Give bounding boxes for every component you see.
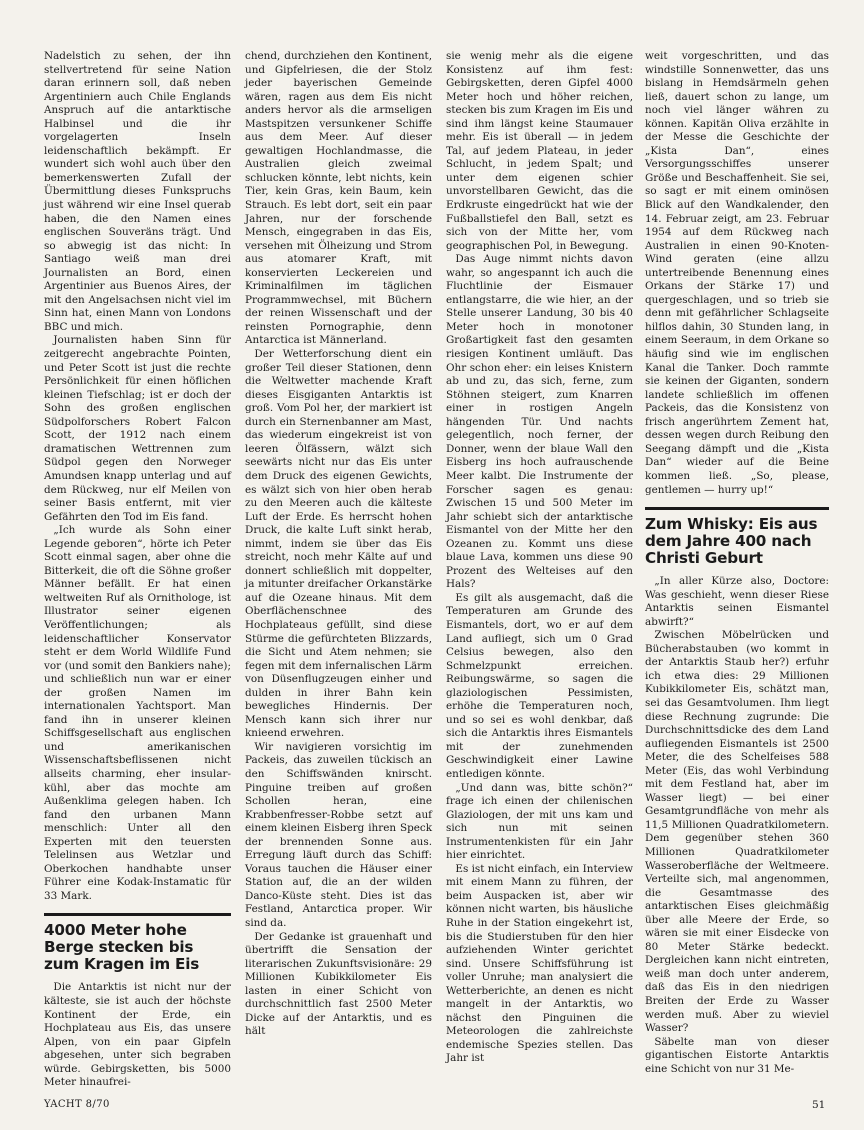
section-heading: Zum Whisky: Eis aus dem Jahre 400 nach Christi Geburt [645,515,818,568]
paragraph: Die Antarktis ist nicht nur der kälteste, sie ist auch der höchste Kontinent der Erde, ein Hochplateau aus Eis, das unsere Alpen, von ein paar Gipfeln abgesehen, unter sich begraben würde. Gebirgsketten, bis 5000 Meter hinaufrei- [44,981,231,1089]
paragraph: „Ich wurde als Sohn einer Legende geboren“, hörte ich Peter Scott einmal sagen, aber ohne die Bitterkeit, die oft die Söhne großer Männer befällt. Er hat einen weltweiten Ruf als Ornithologe, ist Illustrator seiner eigenen Veröffentlichungen; als leidenschaftlicher Konservator steht er dem World Wildlife Fund vor (und somit den Bankiers nahe); und schließlich nun war er einer der großen Namen im internationalen Yachtsport. Man fand ihn in unserer kleinen Schiffsgesellschaft aus englischen und amerikanischen Wissenschaftsbeflissenen nicht allseits charming, eher insular-kühl, aber das mochte am Außenklima gelegen haben. Ich fand den urbanen Mann menschlich: Unter all den Experten mit den teuersten Telelinsen aus Wetzlar und Oberkochen handhabte unser Führer eine Kodak-Instamatic für 33 Mark. [44,524,231,902]
page-number: 51 [812,1099,826,1111]
paragraph: Journalisten haben Sinn für zeitgerecht angebrachte Pointen, und Peter Scott ist just die rechte Persönlichkeit für einen höflichen kleinen Tiefschlag; ist er doch der Sohn des großen englischen Südpolforschers Robert Falcon Scott, der 1912 nach einem dramatischen Wettrennen zum Südpol gegen den Norweger Amundsen knapp unterlag und auf dem Rückweg, nur elf Meilen von seiner Basis entfernt, mit vier Gefährten den Tod im Eis fand. [44,334,231,523]
column-1 [44,50,231,1090]
column-4 [645,50,829,1076]
paragraph: Es gilt als ausgemacht, daß die Temperaturen am Grunde des Eismantels, dort, wo er auf dem Land aufliegt, sich um 0 Grad Celsius bewegen, also den Schmelzpunkt erreichen. Reibungswärme, so sagen die glaziologischen Pessimisten, erhöhe die Temperaturen noch, und so sei es wohl denkbar, daß sich die Antarktis ihres Eismantels mit der zunehmenden Geschwindigkeit einer Lawine entledigen könnte. [446,591,633,780]
publication-footer: YACHT 8/70 [44,1099,110,1110]
paragraph: Es ist nicht einfach, ein Interview mit einem Mann zu führen, der beim Auspacken ist, aber wir können nicht warten, bis häusliche Ruhe in der Station eingekehrt ist, bis die Studierstuben für den hier aufziehenden Winter gerichtet sind. Unsere Schiffsführung ist voller Unruhe; man analysiert die Wetterberichte, an denen es nicht mangelt in der Antarktis, wo nächst den Pinguinen die Meteorologen die zahlreichste endemische Spezies stellen. Das Jahr ist [446,862,633,1065]
column-2 [245,50,432,1039]
column-3 [446,50,633,1066]
paragraph: Der Gedanke ist grauenhaft und übertrifft die Sensation der literarischen Zukunftsvisionäre: 29 Millionen Kubikkilometer Eis lasten in einer Schicht von durchschnittlich fast 2500 Meter Dicke auf der Antarktis, und es hält [245,930,432,1038]
section-rule [44,913,231,916]
paragraph: chend, durchziehen den Kontinent, und Gipfelriesen, die der Stolz jeder bayerischen Gemeinde wären, ragen aus dem Eis nicht anders hervor als die armseligen Mastspitzen versunkener Schiffe aus dem Meer. Auf dieser gewaltigen Hochlandmasse, die Australien gleich zweimal schlucken könnte, lebt nichts, kein Tier, kein Gras, kein Baum, kein Strauch. Es lebt dort, seit ein paar Jahren, nur der forschende Mensch, eingegraben in das Eis, versehen mit Ölheizung und Strom aus atomarer Kraft, mit konservierten Leckereien und Kriminalfilmen im täglichen Programmwechsel, mit Büchern der reinen Wissenschaft und der reinsten Pornographie, denn Antarctica ist Männerland. [245,50,432,347]
paragraph: „In aller Kürze also, Doctore: Was geschieht, wenn dieser Riese Antarktis seinen Eismantel abwirft?“ [645,575,829,628]
paragraph: weit vorgeschritten, und das windstille Sonnenwetter, das uns bislang in Hemdsärmeln gehen ließ, dauert schon zu lange, um noch viel länger währen zu können. Kapitän Oliva erzählte in der Messe die Geschichte der „Kista Dan“, eines Versorgungsschiffes unserer Größe und Beschaffenheit. Sie sei, so sagt er mit einem ominösen Blick auf den Wandkalender, den 14. Februar zeigt, am 23. Februar 1954 auf dem Rückweg nach Australien in einen 90-Knoten-Wind geraten (eine allzu untertreibende Benennung eines Orkans der Stärke 17) und quergeschlagen, und so trieb sie denn mit gefährlicher Schlagseite hilflos dahin, 30 Stunden lang, in einem Seeraum, in dem Orkane so häufig sind wie im englischen Kanal die Tanker. Doch rammte sie keinen der Giganten, sondern landete schließlich im offenen Packeis, das die Konsistenz von frisch angerührtem Zement hat, dessen wegen durch Reibung den Seegang dämpft und die „Kista Dan“ wieder auf die Beine kommen ließ. „So, please, gentlemen — hurry up!“ [645,50,829,496]
paragraph: Zwischen Möbelrücken und Bücherabstauben (wo kommt in der Antarktis Staub her?) erfuhr ich etwa dies: 29 Millionen Kubikkilometer Eis, schätzt man, sei das Gesamtvolumen. Ihm liegt diese Rechnung zugrunde: Die Durchschnittsdicke des dem Land aufliegenden Eismantels ist 2500 Meter, die des Schelfeises 588 Meter (Eis, das wohl Verbindung mit dem Festland hat, aber im Wasser liegt) — bei einer Gesamtgrundfläche von mehr als 11,5 Millionen Quadratkilometern. Dem gegenüber stehen 360 Millionen Quadratkilometer Wasseroberfläche der Weltmeere. Verteilte sich, mal angenommen, die Gesamtmasse des antarktischen Eises gleichmäßig über alle Meere der Erde, so wären sie mit einer Eisdecke von 80 Meter Stärke bedeckt. Dergleichen kann nicht eintreten, weiß man doch unter anderem, daß das Eis in den niedrigen Breiten der Erde zu Wasser werden muß. Aber zu wieviel Wasser? [645,629,829,1035]
section-rule [645,507,829,510]
paragraph: Der Wetterforschung dient ein großer Teil dieser Stationen, denn die Weltwetter machende Kraft dieses Eisgiganten Antarktis ist groß. Vom Pol her, der markiert ist durch ein Sternenbanner am Mast, das wiederum eingekreist ist von leeren Ölfässern, wälzt sich seewärts nicht nur das Eis unter dem Druck des eigenen Gewichts, es wälzt sich von hier oben herab zu den Meeren auch die kälteste Luft der Erde. Es herrscht hohen Druck, die kalte Luft sinkt herab, nimmt, indem sie über das Eis streicht, noch mehr Kälte auf und donnert schließlich mit doppelter, ja mitunter dreifacher Orkanstärke auf die Ozeane hinaus. Mit dem Oberflächenschnee des Hochplateaus gefüllt, sind diese Stürme die gefürchteten Blizzards, die Sicht und Atem nehmen; sie fegen mit dem infernalischen Lärm von Düsenflugzeugen einher und dulden in ihrer Bahn kein bewegliches Hindernis. Der Mensch kann sich ihrer nur knieend erwehren. [245,348,432,740]
paragraph: Nadelstich zu sehen, der ihn stellvertretend für seine Nation daran erinnern soll, daß neben Argentiniern auch Chile Englands Anspruch auf die antarktische Halbinsel und die ihr vorgelagerten Inseln leidenschaftlich bekämpft. Er wundert sich wohl auch über den bemerkenswerten Zufall der Übermittlung dieses Funkspruchs just während wir eine Insel querab haben, die den Namen eines englischen Souveräns trägt. Und so abwegig ist das nicht: In Santiago weiß man drei Journalisten an Bord, einen Argentinier aus Buenos Aires, der mit den Angelsachsen nicht viel im Sinn hat, einen Mann von Londons BBC und mich. [44,50,231,333]
paragraph: Wir navigieren vorsichtig im Packeis, das zuweilen tückisch an den Schiffswänden knirscht. Pinguine treiben auf großen Schollen heran, eine Krabbenfresser-Robbe setzt auf einem kleinen Eisberg ihren Speck der brennenden Sonne aus. Erregung läuft durch das Schiff: Voraus tauchen die Häuser einer Station auf, die an der wilden Danco-Küste steht. Dies ist das Festland, Antarctica proper. Wir sind da. [245,740,432,929]
paragraph: sie wenig mehr als die eigene Konsistenz auf ihm fest: Gebirgsketten, deren Gipfel 4000 Meter hoch und höher reichen, stecken bis zum Kragen im Eis und sind ihm längst keine Staumauer mehr. Eis ist überall — in jedem Tal, auf jedem Plateau, in jeder Schlucht, in jedem Spalt; und unter dem eigenen schier unvorstellbaren Gewicht, das die Erdkruste eingedrückt hat wie der Fußballstiefel den Ball, setzt es sich von der Mitte her, vom geographischen Pol, in Bewegung. [446,50,633,252]
paragraph: „Und dann was, bitte schön?“ frage ich einen der chilenischen Glaziologen, der mit uns kam und sich nun mit seinen Instrumentenkisten für ein Jahr hier einrichtet. [446,781,633,862]
section-heading: 4000 Meter hohe Berge stecken bis zum Kragen im Eis [44,921,200,974]
paragraph: Säbelte man von dieser gigantischen Eistorte Antarktis eine Schicht von nur 31 Me- [645,1035,829,1075]
paragraph: Das Auge nimmt nichts davon wahr, so angespannt ich auch die Fluchtlinie der Eismauer entlangstarre, die wie hier, an der Stelle unserer Landung, 30 bis 40 Meter hoch in monotoner Großartigkeit fast den gesamten riesigen Kontinent umläuft. Das Ohr schon eher: ein leises Knistern ab und zu, das sich, ferne, zum Stöhnen steigert, zum Knarren einer in rostigen Angeln hängenden Tür. Und nachts gelegentlich, noch ferner, der Donner, wenn der blaue Wall den Eisberg ins hoch aufrauschende Meer kalbt. Die Instrumente der Forscher sagen es genau: Zwischen 15 und 500 Meter im Jahr schiebt sich der antarktische Eismantel von der Mitte her den Ozeanen zu. Kommt uns diese blaue Lava, kommen uns diese 90 Prozent des Welteises auf den Hals? [446,253,633,591]
